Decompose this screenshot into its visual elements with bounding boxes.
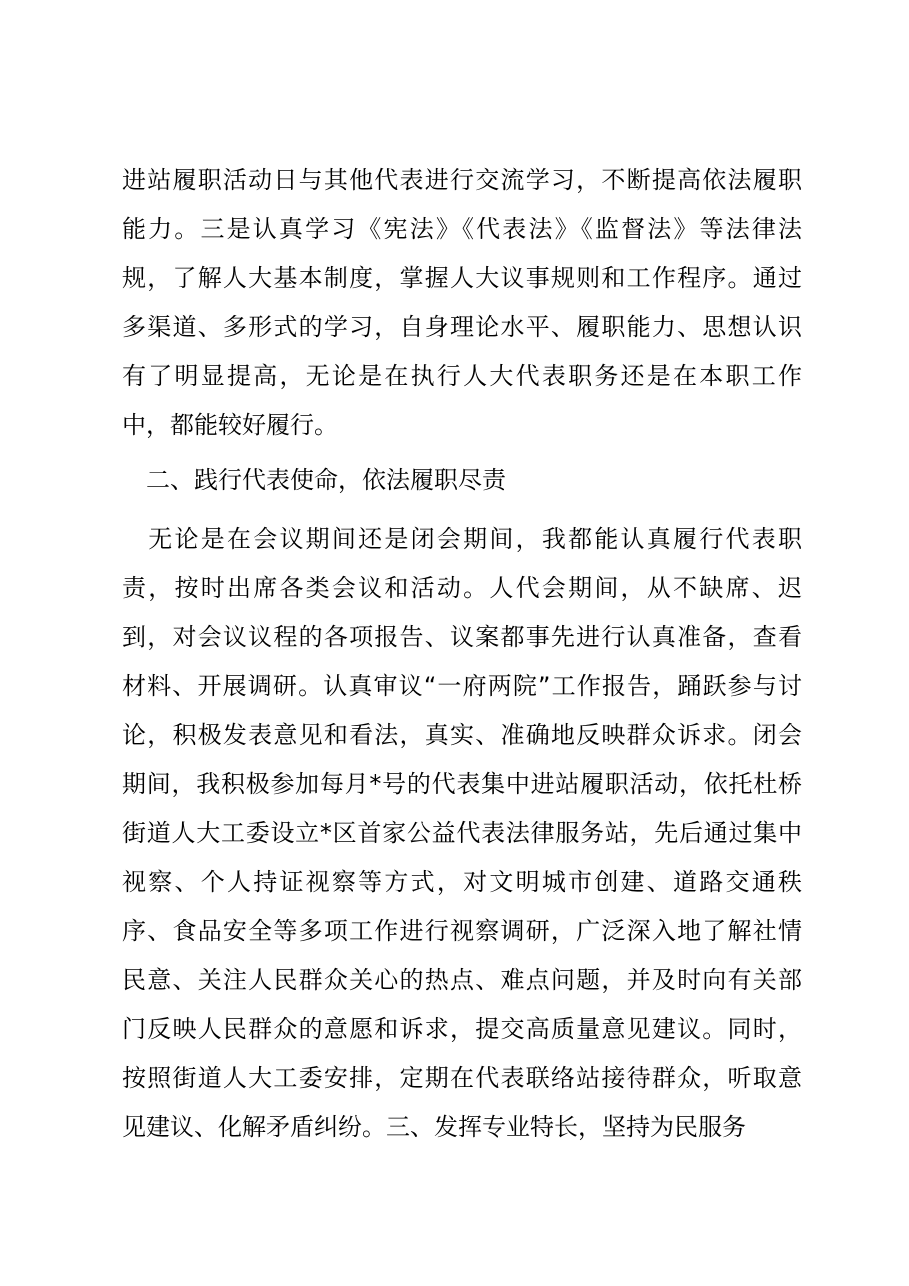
- text-line: 到，对会议议程的各项报告、议案都事先进行认真准备，查看: [122, 623, 802, 651]
- text-line: 街道人大工委设立*区首家公益代表法律服务站，先后通过集中: [122, 819, 802, 847]
- text-line: 民意、关注人民群众关心的热点、难点问题，并及时向有关部: [122, 966, 802, 994]
- text-line: 期间，我积极参加每月*号的代表集中进站履职活动，依托杜桥: [122, 770, 802, 798]
- text-line: 论，积极发表意见和看法，真实、准确地反映群众诉求。闭会: [122, 721, 802, 749]
- text-line: 视察、个人持证视察等方式，对文明城市创建、道路交通秩: [122, 868, 802, 896]
- text-line: 按照街道人大工委安排，定期在代表联络站接待群众，听取意: [122, 1064, 802, 1092]
- text-line: 多渠道、多形式的学习，自身理论水平、履职能力、思想认识: [122, 313, 802, 341]
- text-line: 有了明显提高，无论是在执行人大代表职务还是在本职工作: [122, 362, 802, 390]
- text-line: 门反映人民群众的意愿和诉求，提交高质量意见建议。同时，: [122, 1015, 802, 1043]
- section-heading: 二、践行代表使命，依法履职尽责: [122, 466, 506, 494]
- text-line: 材料、开展调研。认真审议“一府两院”工作报告，踊跃参与讨: [122, 672, 802, 700]
- text-line: 能力。三是认真学习《宪法》《代表法》《监督法》等法律法: [122, 215, 802, 243]
- text-line: 无论是在会议期间还是闭会期间，我都能认真履行代表职: [122, 525, 802, 553]
- text-line: 中，都能较好履行。: [122, 411, 338, 439]
- text-line: 序、食品安全等多项工作进行视察调研，广泛深入地了解社情: [122, 917, 802, 945]
- text-line: 规，了解人大基本制度，掌握人大议事规则和工作程序。通过: [122, 264, 802, 292]
- text-line: 责，按时出席各类会议和活动。人代会期间，从不缺席、迟: [122, 574, 802, 602]
- text-line: 进站履职活动日与其他代表进行交流学习，不断提高依法履职: [122, 166, 802, 194]
- text-line: 见建议、化解矛盾纠纷。三、发挥专业特长，坚持为民服务: [122, 1113, 746, 1141]
